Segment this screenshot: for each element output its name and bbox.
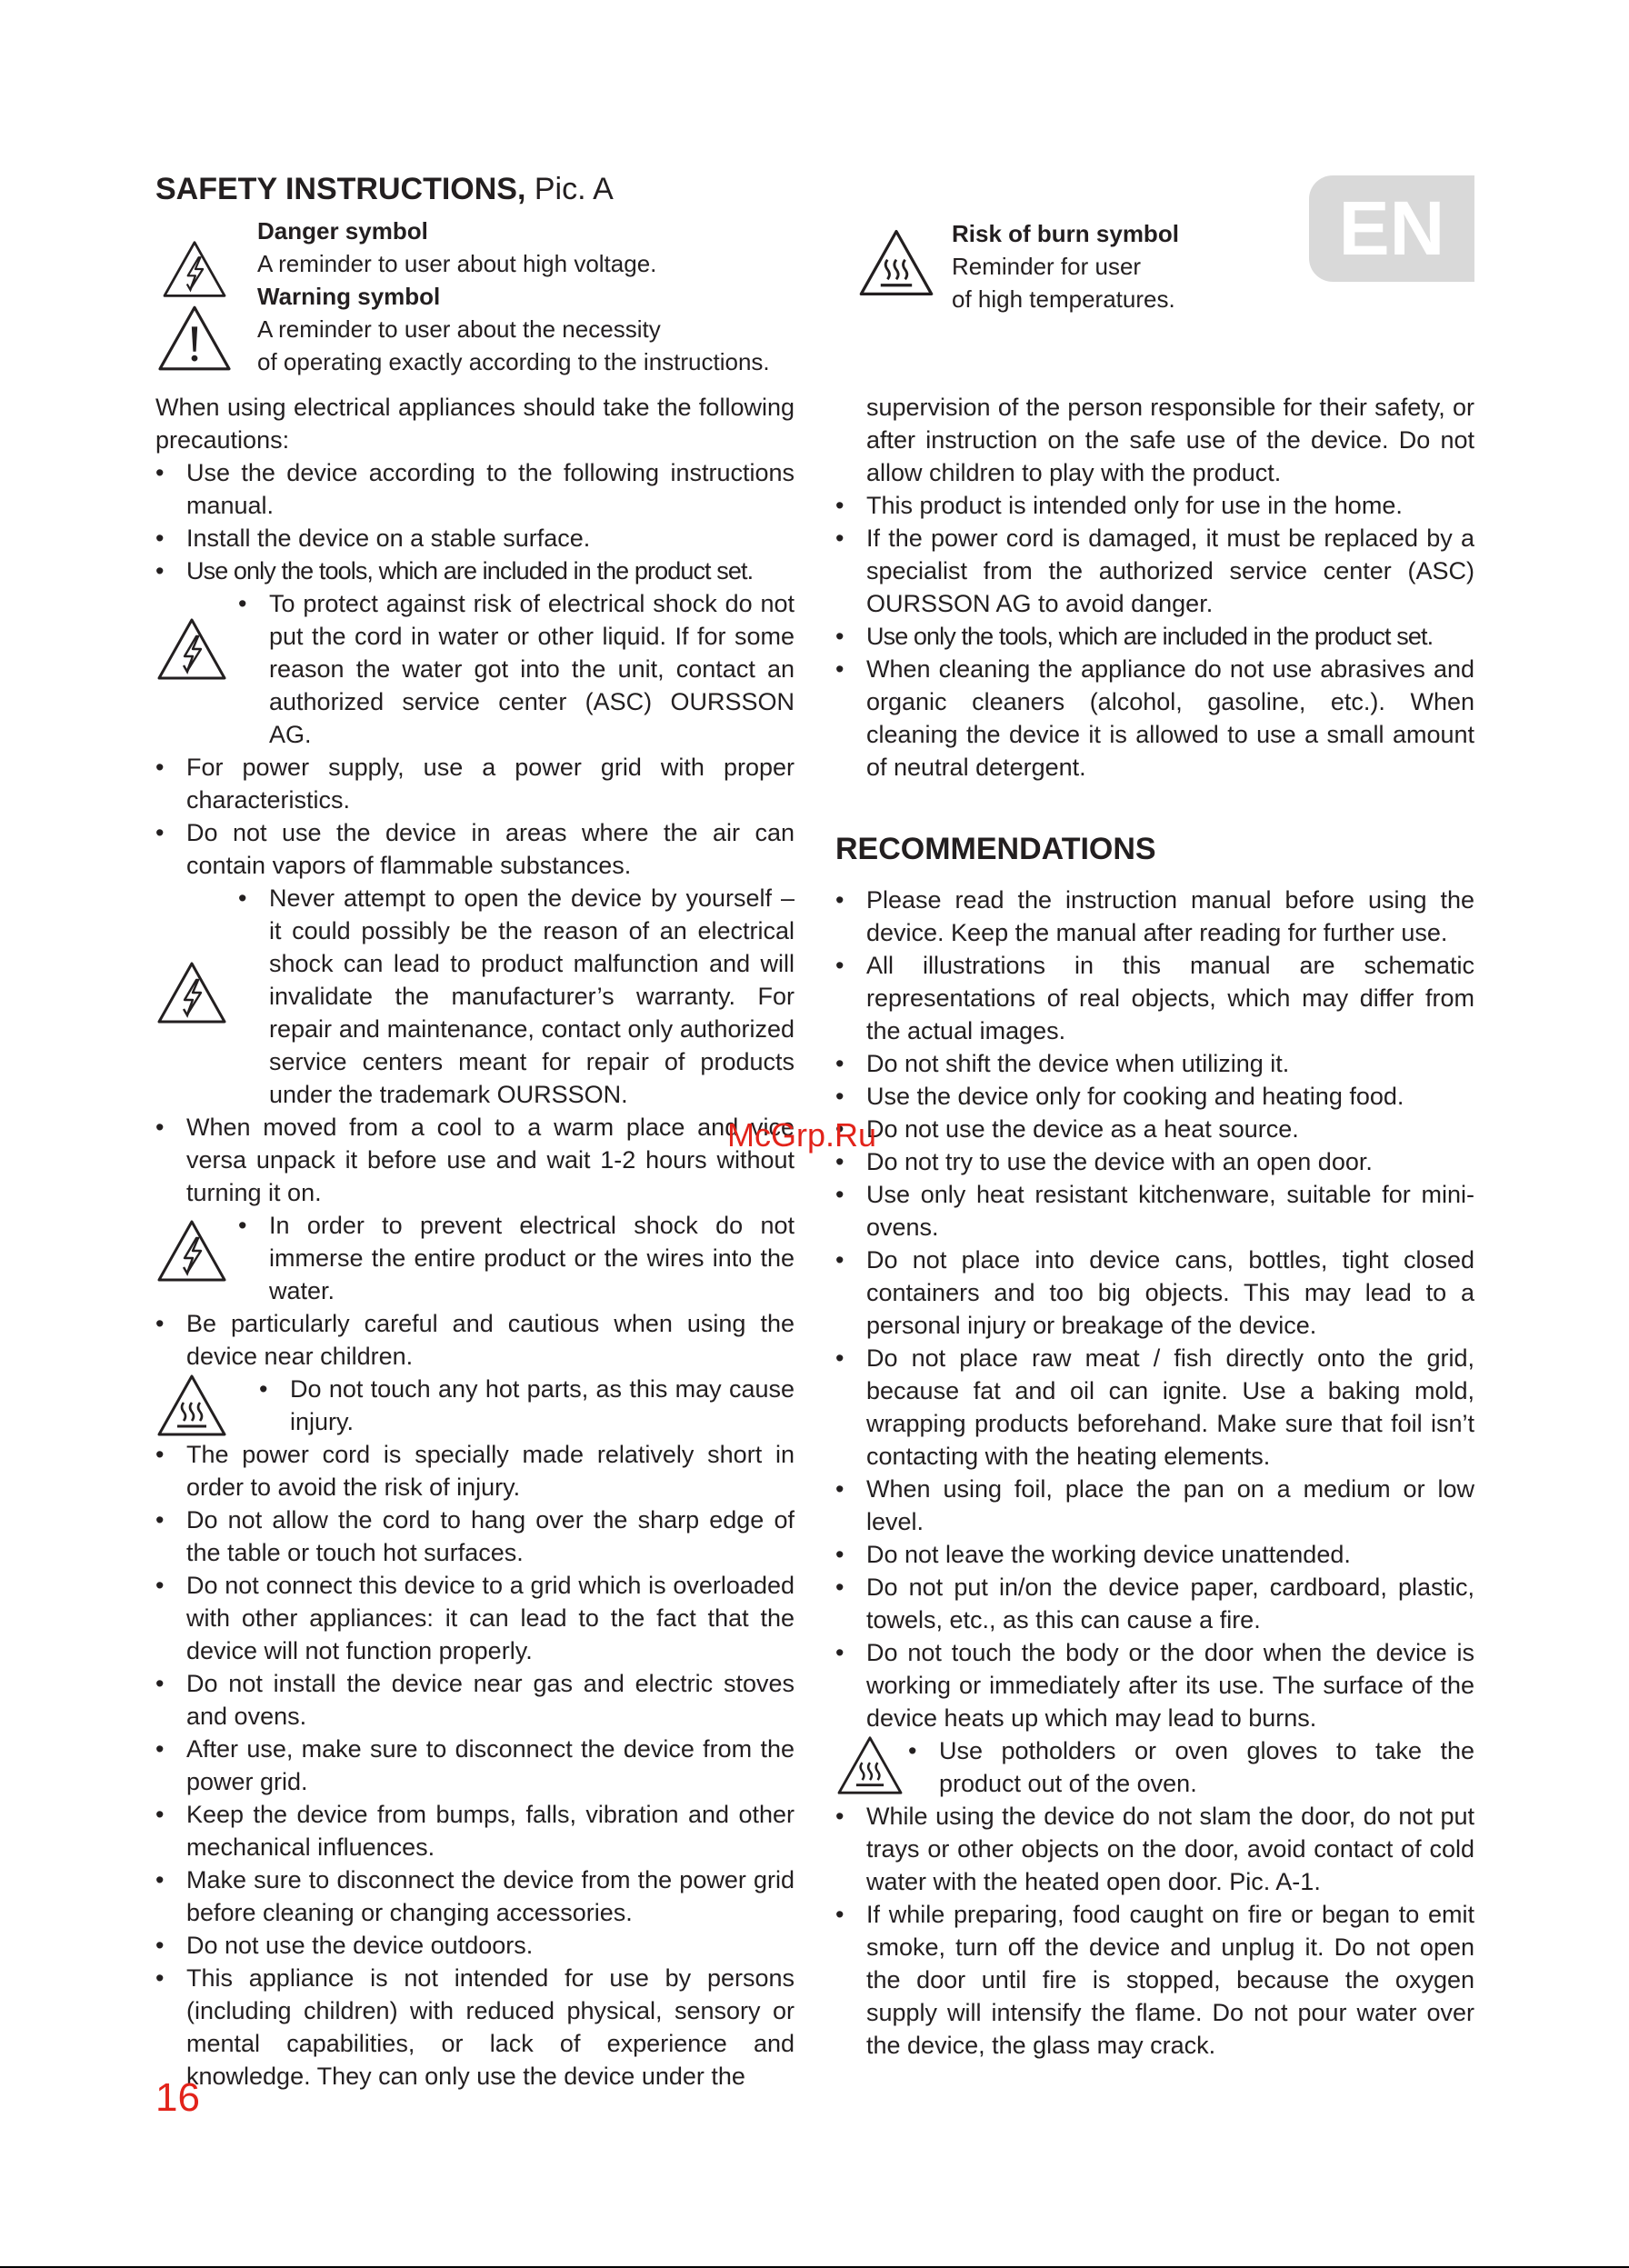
list-item: • Keep the device from bumps, falls, vibration and other mechanical influences. bbox=[155, 1798, 795, 1863]
list-item: • Do not touch the body or the door when the device is working or immediately after its use. The surface of the device heats up which may lead to burns. bbox=[835, 1636, 1474, 1734]
list-item-with-icon: • To protect against risk of electrical shock do not put the cord in water or other liquid. If for some reason the water got into the unit, contact an authorized service center (ASC) OURSSON AG. bbox=[155, 587, 795, 751]
list-item: • For power supply, use a power grid with proper characteristics. bbox=[155, 751, 795, 816]
language-badge: EN bbox=[1309, 175, 1474, 282]
intro-paragraph: When using electrical appliances should take the following precautions: bbox=[155, 394, 795, 454]
high-voltage-warning-icon bbox=[155, 616, 228, 682]
list-item: • When cleaning the appliance do not use abrasives and organic cleaners (alcohol, gasoline, etc.). When cleaning the device it is allowed to use a small amount of neutral detergent. bbox=[835, 653, 1474, 784]
right-column bbox=[835, 391, 1474, 2062]
list-item: • Do not connect this device to a grid which is overloaded with other appliances: it can lead to the fact that the device will not function properly. bbox=[155, 1569, 795, 1667]
list-item: • Do not use the device in areas where the air can contain vapors of flammable substances. bbox=[155, 816, 795, 882]
list-item: • This appliance is not intended for use by persons (including children) with reduced physical, sensory or mental capabilities, or lack of experience and knowledge. They can only use the device under the bbox=[155, 1962, 795, 2093]
list-item-with-icon: • Never attempt to open the device by yourself – it could possibly be the reason of an electrical shock can lead to product malfunction and will invalidate the manufacturer’s warranty. For repair and maintenance, contact only authorized service centers meant for repair of products under the trademark OURSSON. bbox=[155, 882, 795, 1111]
list-item: • While using the device do not slam the door, do not put trays or other objects on the door, avoid contact of cold water with the heated open door. Pic. A-1. bbox=[835, 1800, 1474, 1898]
high-voltage-warning-icon bbox=[155, 960, 228, 1025]
warning-symbol-legend: Warning symbol A reminder to user about the necessity of operating exactly according to the instructions. bbox=[257, 283, 770, 375]
list-item: • Use only the tools, which are included in the product set. bbox=[155, 555, 795, 587]
list-item: • Do not use the device as a heat source. bbox=[835, 1113, 1474, 1145]
hot-surface-icon bbox=[155, 1373, 228, 1438]
list-item: • After use, make sure to disconnect the device from the power grid. bbox=[155, 1733, 795, 1798]
list-item: • Be particularly careful and cautious when using the device near children. bbox=[155, 1307, 795, 1373]
burn-symbol-legend: Risk of burn symbol Reminder for user of high temperatures. bbox=[952, 220, 1179, 313]
high-voltage-warning-icon bbox=[155, 239, 234, 299]
continued-paragraph: supervision of the person responsible for their safety, or after instruction on the safe use of the device. Do not allow children to play with the product. bbox=[866, 394, 1474, 486]
high-voltage-warning-icon bbox=[155, 1218, 228, 1284]
list-item: • Do not leave the working device unattended. bbox=[835, 1538, 1474, 1571]
list-item: • When moved from a cool to a warm place and vice versa unpack it before use and wait 1-2 hours without turning it on. bbox=[155, 1111, 795, 1209]
list-item: • Do not allow the cord to hang over the sharp edge of the table or touch hot surfaces. bbox=[155, 1504, 795, 1569]
watermark: McGrp.Ru bbox=[727, 1116, 877, 1154]
list-item: • When using foil, place the pan on a medium or low level. bbox=[835, 1473, 1474, 1538]
list-item: • Do not install the device near gas and electric stoves and ovens. bbox=[155, 1667, 795, 1733]
list-item: • Do not use the device outdoors. bbox=[155, 1929, 795, 1962]
list-item: • Do not try to use the device with an open door. bbox=[835, 1145, 1474, 1178]
hot-surface-icon bbox=[857, 225, 935, 301]
list-item: • Do not place raw meat / fish directly onto the grid, because fat and oil can ignite. Use a baking mold, wrapping products beforehand. Make sure that foil isn’t contacting with the heating elements. bbox=[835, 1342, 1474, 1473]
list-item: • Do not shift the device when utilizing it. bbox=[835, 1047, 1474, 1080]
page-number: 16 bbox=[155, 2075, 200, 2120]
list-item: • All illustrations in this manual are schematic representations of real objects, which may differ from the actual images. bbox=[835, 949, 1474, 1047]
list-item-with-icon: • Use potholders or oven gloves to take the product out of the oven. bbox=[835, 1734, 1474, 1800]
list-item: • Make sure to disconnect the device from the power grid before cleaning or changing accessories. bbox=[155, 1863, 795, 1929]
page-title: SAFETY INSTRUCTIONS, Pic. A bbox=[155, 172, 614, 206]
list-item: • Do not place into device cans, bottles, tight closed containers and too big objects. This may lead to a personal injury or breakage of the device. bbox=[835, 1244, 1474, 1342]
recommendations-heading: RECOMMENDATIONS bbox=[835, 832, 1156, 866]
list-item: • This product is intended only for use in the home. bbox=[835, 489, 1474, 522]
general-warning-icon bbox=[155, 304, 234, 373]
list-item: • If the power cord is damaged, it must be replaced by a specialist from the authorized service center (ASC) OURSSON AG to avoid danger. bbox=[835, 522, 1474, 620]
hot-surface-icon bbox=[835, 1734, 904, 1796]
list-item: • Use the device according to the following instructions manual. bbox=[155, 456, 795, 522]
list-item-with-icon: • Do not touch any hot parts, as this may cause injury. bbox=[155, 1373, 795, 1438]
list-item: • Please read the instruction manual before using the device. Keep the manual after reading for further use. bbox=[835, 884, 1474, 949]
list-item: • Use only heat resistant kitchenware, suitable for mini-ovens. bbox=[835, 1178, 1474, 1244]
list-item: • Install the device on a stable surface. bbox=[155, 522, 795, 555]
list-item: • The power cord is specially made relatively short in order to avoid the risk of injury. bbox=[155, 1438, 795, 1504]
list-item: • Do not put in/on the device paper, cardboard, plastic, towels, etc., as this can cause a fire. bbox=[835, 1571, 1474, 1636]
list-item-with-icon: • In order to prevent electrical shock do not immerse the entire product or the wires into the water. bbox=[155, 1209, 795, 1307]
danger-symbol-legend: Danger symbol A reminder to user about high voltage. bbox=[257, 217, 657, 277]
list-item: • If while preparing, food caught on fire or began to emit smoke, turn off the device and unplug it. Do not open the door until fire is stopped, because the oxygen supply will intensify the flame. Do not pour water over the device, the glass may crack. bbox=[835, 1898, 1474, 2062]
list-item: • Use only the tools, which are included in the product set. bbox=[835, 620, 1474, 653]
left-column bbox=[155, 391, 795, 2093]
list-item: • Use the device only for cooking and heating food. bbox=[835, 1080, 1474, 1113]
